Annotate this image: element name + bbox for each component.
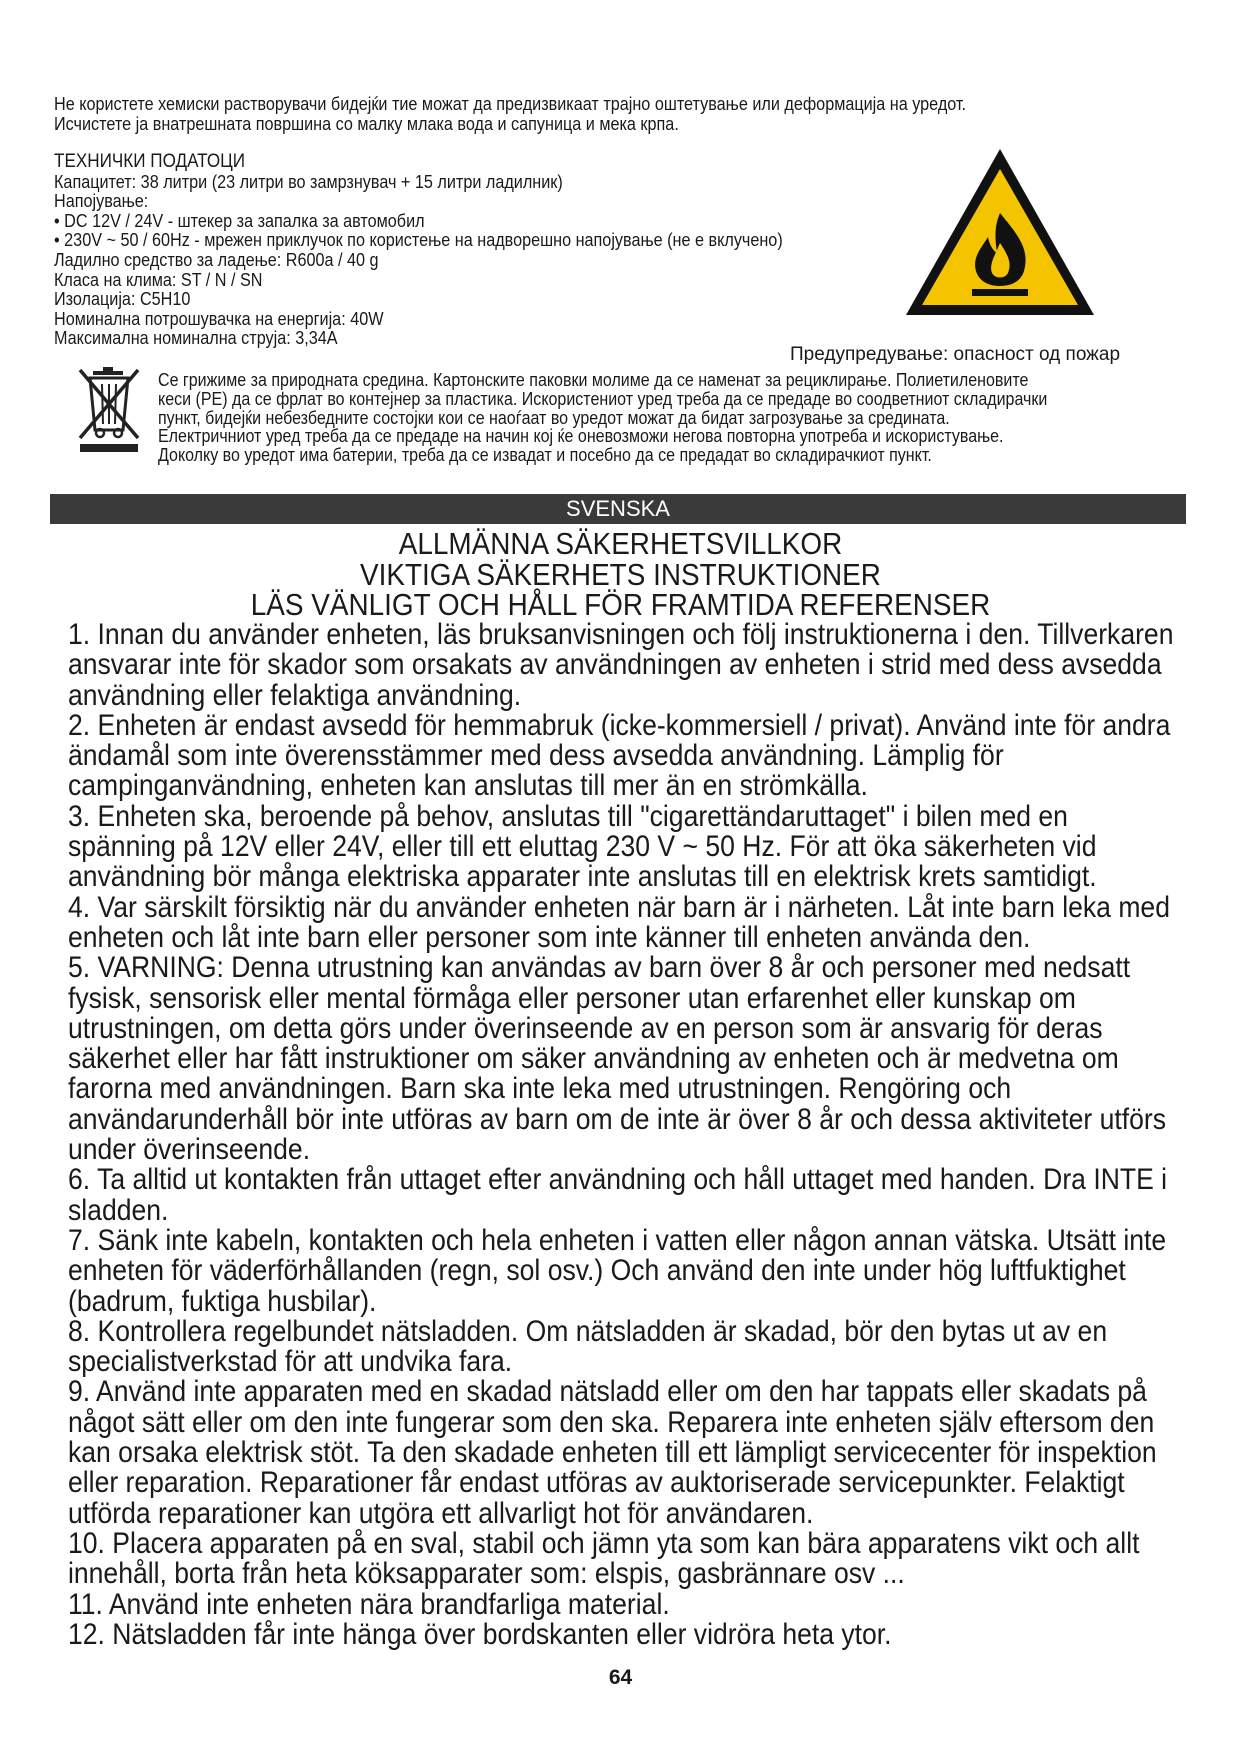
language-section-bar (50, 494, 1186, 524)
tech-line-power: Напојување: (54, 191, 149, 212)
tech-line-capacity: Капацитет: 38 литри (23 литри во замрзнувач + 15 литри ладилник) (54, 171, 563, 192)
instruction-item: 10. Placera apparaten på en sval, stabil och jämn yta som kan bära apparatens vikt och allt innehåll, borta från heta köksapparater som: elspis, gasbrännare osv ... (68, 1526, 1140, 1591)
language-section-label: SVENSKA (566, 496, 670, 521)
tech-line-climate-class: Класа на клима: ST / N / SN (54, 269, 263, 290)
instruction-item: 9. Använd inte apparaten med en skadad nätsladd eller om den har tappats eller skadats på något sätt eller om den inte fungerar som den ska. Reparera inte enheten själv eftersom den kan orsaka elektrisk stöt. Ta den skadade enheten till ett lämpligt servicecenter för inspektion eller reparation. Reparationer får endast utföras av auktoriserade servicepunkter. Felaktigt utförda reparationer kan utgöra ett allvarligt hot för användaren. (68, 1375, 1157, 1530)
environment-line: Доколку во уредот има батерии, треба да се извадат и посебно да се предадат во складирачкиот пункт. (158, 445, 932, 466)
tech-line-power-consumption: Номинална потрошувачка на енергија: 40W (54, 308, 384, 329)
instruction-item: 2. Enheten är endast avsedd för hemmabruk (icke-kommersiell / privat). Använd inte för andra ändamål som inte överensstämmer med dess avsedda användning. Lämplig för campinganvändning, enheten kan anslutas till mer än en strömkälla. (68, 708, 1171, 803)
instruction-item: 5. VARNING: Denna utrustning kan användas av barn över 8 år och personer med nedsatt fysisk, sensorisk eller mental förmåga eller personer utan erfarenhet eller kunskap om utrustningen, om detta görs under överinseende av en person som är ansvarig för deras säkerhet eller har fått instruktioner om säker användning av enheten och är medvetna om farorna med användningen. Barn ska inte leka med utrustningen. Rengöring och användarunderhåll bör inte utföras av barn om de inte är över 8 år och dessa aktiviteter utförs under överinseende. (68, 951, 1167, 1167)
heading-read-and-keep: LÄS VÄNLIGT OCH HÅLL FÖR FRAMTIDA REFERENSER (250, 587, 991, 622)
environment-line: кеси (PE) да се фрлат во контејнер за пластика. Искористениот уред треба да се предаде во соодветниот складирачки (158, 388, 1048, 409)
cleaning-note-line: Не користете хемиски растворувачи бидејќи тие можат да предизвикаат трајно оштетување или деформација на уредот. (54, 94, 967, 114)
heading-important-instructions: VIKTIGA SÄKERHETS INSTRUKTIONER (360, 556, 881, 592)
tech-line-max-current: Максимална номинална струја: 3,34A (54, 328, 338, 349)
instruction-item: 7. Sänk inte kabeln, kontakten och hela enheten i vatten eller någon annan vätska. Utsätt inte enheten för väderförhållanden (regn, sol osv.) Och använd den inte under hög luftfuktighet (badrum, fuktiga husbilar). (68, 1223, 1167, 1318)
safety-instructions (68, 620, 1174, 1650)
heading-general-safety: ALLMÄNNA SÄKERHETSVILLKOR (398, 526, 843, 561)
instruction-item: 4. Var särskilt försiktig när du använder enheten när barn är i närheten. Låt inte barn leka med enheten och låt inte barn eller personer som inte känner till enheten använda den. (68, 890, 1170, 954)
instruction-item: 11. Använd inte enheten nära brandfarliga material. (68, 1587, 670, 1621)
instruction-item: 1. Innan du använder enheten, läs bruksanvisningen och följ instruktionerna i den. Tillverkaren ansvarar inte för skador som orsakats av användningen av enheten i strid med dess avsedda användning eller felaktiga användning. (68, 618, 1174, 712)
crossed-bin-recycling-icon (76, 366, 142, 454)
technical-data (54, 152, 864, 349)
cleaning-note-line: Исчистете ја внатрешната површина со малку млака вода и сапуница и мека крпа. (54, 114, 679, 134)
instruction-item: 12. Nätsladden får inte hänga över bordskanten eller vidröra heta ytor. (68, 1617, 892, 1651)
safety-headings (0, 526, 1241, 622)
page-number: 64 (608, 1666, 633, 1689)
instruction-item: 3. Enheten ska, beroende på behov, anslutas till "cigarettändaruttaget" i bilen med en spänning på 12V eller 24V, eller till ett eluttag 230 V ~ 50 Hz. För att öka säkerheten vid användning bör många elektriska apparater inte anslutas till en elektrisk krets samtidigt. (68, 799, 1097, 894)
environment-line: Електричниот уред треба да се предаде на начин кој ќе оневозможи негова повторна употреба и искористување. (158, 426, 1004, 447)
fire-hazard-warning-icon (900, 143, 1100, 321)
tech-line-insulation: Изолација: C5H10 (54, 289, 191, 310)
cleaning-note (54, 94, 1080, 134)
tech-line-refrigerant: Ладилно средство за ладење: R600a / 40 g (54, 249, 379, 270)
warning-caption: Предупредување: опасност од пожар (790, 344, 1121, 365)
tech-line-ac: • 230V ~ 50 / 60Hz - мрежен приклучок по користење на надворешно напојување (не е вклучено) (54, 230, 783, 251)
technical-data-title: ТЕХНИЧКИ ПОДАТОЦИ (54, 151, 246, 172)
tech-line-dc: • DC 12V / 24V - штекер за запалка за автомобил (54, 210, 425, 231)
instruction-item: 8. Kontrollera regelbundet nätsladden. Om nätsladden är skadad, bör den bytas ut av en specialistverkstad för att undvika fara. (68, 1314, 1108, 1379)
environment-note (158, 371, 1137, 465)
environment-line: пункт, бидејќи небезбедните состојки кои се наоѓаат во уредот можат да бидат загрозување за средината. (158, 407, 950, 428)
instruction-item: 6. Ta alltid ut kontakten från uttaget efter användning och håll uttaget med handen. Dra INTE i sladden. (68, 1163, 1168, 1227)
environment-line: Се грижиме за природната средина. Картонските паковки молиме да се наменат за рециклирање. Полиетиленовите (158, 370, 1029, 390)
